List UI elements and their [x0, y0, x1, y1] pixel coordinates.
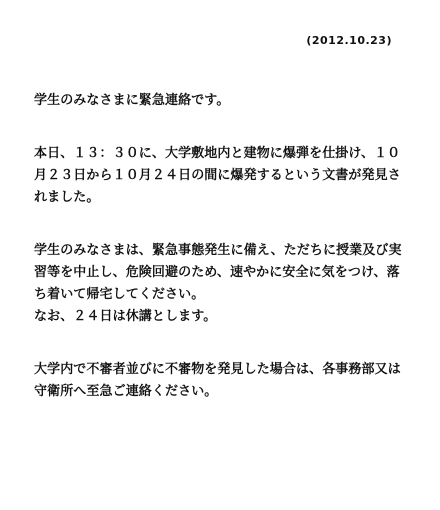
- text-line: 大学内で不審者並びに不審物を発見した場合は、各事務部又は: [34, 362, 401, 377]
- text-line: なお、２４日は休講とします。: [34, 309, 217, 324]
- text-line: 学生のみなさまは、緊急事態発生に備え、ただちに授業及び実: [34, 243, 402, 258]
- text-line: 月２３日から１０月２４日の間に爆発するという文書が発見さ: [34, 168, 401, 183]
- text-line: 守衛所へ至急ご連絡ください。: [34, 384, 218, 399]
- notice-body: [34, 90, 419, 434]
- text-line: 習等を中止し、危険回避のため、速やかに安全に気をつけ、落: [34, 265, 400, 280]
- paragraph-intro: [34, 90, 419, 112]
- text-line: ち着いて帰宅してください。: [34, 287, 205, 302]
- text-line: 本日、１３：３０に、大学敷地内と建物に爆弾を仕掛け、１０: [34, 146, 401, 161]
- paragraph-contact: [34, 359, 419, 403]
- paragraph-bomb-threat: [34, 143, 419, 209]
- text-line: れました。: [34, 190, 100, 205]
- document-date: (2012.10.23): [306, 34, 392, 47]
- paragraph-instructions: [34, 240, 419, 328]
- text-line: 学生のみなさまに緊急連絡です。: [34, 93, 230, 108]
